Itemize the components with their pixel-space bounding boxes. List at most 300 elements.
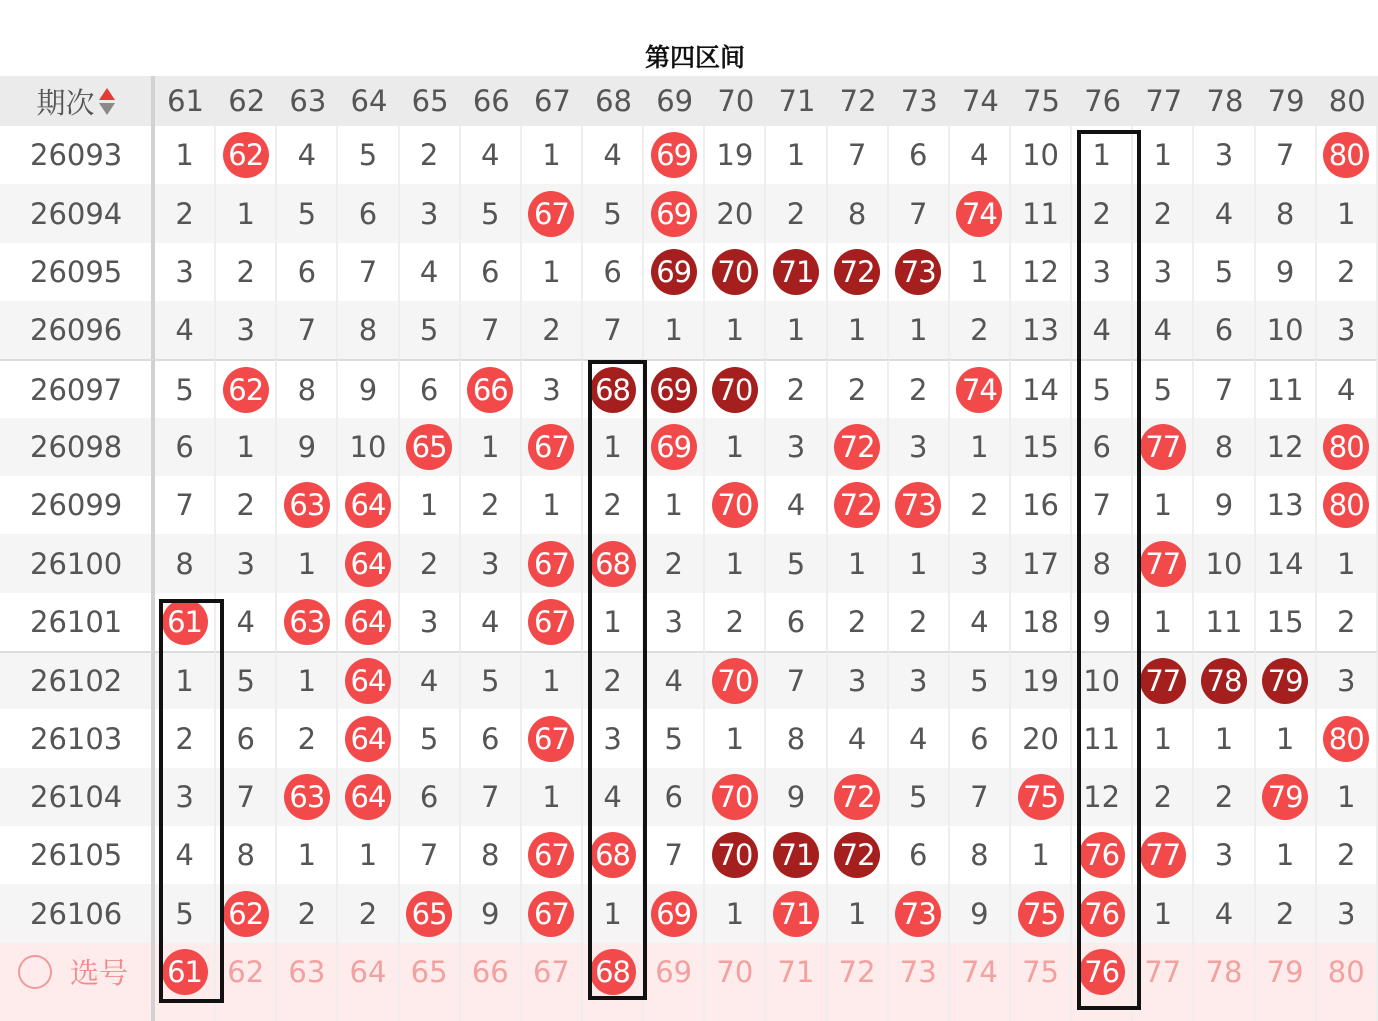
drawn-number-ball: 78 xyxy=(1201,658,1247,704)
column-header-number: 72 xyxy=(828,76,889,126)
table-cell xyxy=(338,709,399,767)
drawn-number-ball: 61 xyxy=(162,599,208,645)
table-cell xyxy=(705,826,766,884)
drawn-number-ball: 77 xyxy=(1140,658,1186,704)
table-cell: 4 xyxy=(644,651,705,709)
drawn-number-ball: 75 xyxy=(1018,891,1064,937)
table-cell: 5 xyxy=(461,184,522,242)
table-cell: 9 xyxy=(766,768,827,826)
pick-number-cell[interactable]: 65 xyxy=(400,943,461,1001)
table-cell xyxy=(950,359,1011,417)
table-cell: 3 xyxy=(1194,126,1255,184)
pick-number-cell[interactable]: 73 xyxy=(889,943,950,1001)
table-cell: 6 xyxy=(461,243,522,301)
drawn-number-ball: 70 xyxy=(712,832,758,878)
sort-up-arrow-icon xyxy=(99,88,115,100)
table-cell: 3 xyxy=(522,359,583,417)
table-cell xyxy=(338,476,399,534)
table-cell: 6 xyxy=(644,768,705,826)
table-cell xyxy=(216,126,277,184)
drawn-number-ball: 72 xyxy=(834,249,880,295)
drawn-number-ball: 72 xyxy=(834,424,880,470)
drawn-number-ball: 76 xyxy=(1079,832,1125,878)
table-cell: 8 xyxy=(1072,534,1133,592)
column-header-number: 70 xyxy=(705,76,766,126)
pick-number-cell[interactable]: 71 xyxy=(766,943,827,1001)
table-cell xyxy=(1133,651,1194,709)
pick-number-cell[interactable]: 72 xyxy=(828,943,889,1001)
next-row-cell xyxy=(828,1001,889,1021)
table-cell: 1 xyxy=(828,884,889,942)
table-cell: 2 xyxy=(155,184,216,242)
table-cell: 6 xyxy=(889,126,950,184)
table-cell: 10 xyxy=(1256,301,1317,359)
table-cell: 1 xyxy=(1133,126,1194,184)
table-cell: 4 xyxy=(400,651,461,709)
next-row-cell xyxy=(644,1001,705,1021)
drawn-number-ball: 72 xyxy=(834,774,880,820)
table-cell: 8 xyxy=(950,826,1011,884)
column-header-issue[interactable] xyxy=(0,76,155,126)
table-cell: 1 xyxy=(705,534,766,592)
table-cell: 1 xyxy=(1317,768,1378,826)
table-cell: 3 xyxy=(155,768,216,826)
table-cell: 3 xyxy=(1072,243,1133,301)
table-cell xyxy=(1317,476,1378,534)
table-cell: 5 xyxy=(461,651,522,709)
table-cell xyxy=(1072,826,1133,884)
table-cell: 1 xyxy=(766,126,827,184)
table-cell: 1 xyxy=(522,126,583,184)
drawn-number-ball: 80 xyxy=(1323,716,1369,762)
table-cell: 8 xyxy=(1256,184,1317,242)
table-cell xyxy=(828,418,889,476)
drawn-number-ball: 65 xyxy=(406,891,452,937)
next-row-cell xyxy=(1011,1001,1072,1021)
table-cell xyxy=(889,884,950,942)
issue-number: 26100 xyxy=(0,534,155,592)
drawn-number-ball: 66 xyxy=(467,367,513,413)
table-cell xyxy=(1133,826,1194,884)
table-cell xyxy=(705,243,766,301)
drawn-number-ball: 70 xyxy=(712,367,758,413)
pick-number-cell[interactable]: 80 xyxy=(1317,943,1378,1001)
table-cell: 1 xyxy=(889,301,950,359)
table-cell: 3 xyxy=(1133,243,1194,301)
drawn-number-ball: 62 xyxy=(223,367,269,413)
column-header-number: 69 xyxy=(644,76,705,126)
table-cell: 1 xyxy=(522,651,583,709)
table-cell: 2 xyxy=(1317,593,1378,651)
table-cell xyxy=(522,184,583,242)
column-header-label: 期次 xyxy=(36,85,95,120)
table-cell: 2 xyxy=(522,301,583,359)
drawn-number-ball: 69 xyxy=(651,191,697,237)
column-header-number: 65 xyxy=(400,76,461,126)
drawn-number-ball: 72 xyxy=(834,832,880,878)
next-row-cell xyxy=(950,1001,1011,1021)
pick-label-text: 选号 xyxy=(70,956,129,991)
table-cell: 1 xyxy=(644,476,705,534)
table-cell: 1 xyxy=(583,418,644,476)
table-cell xyxy=(522,709,583,767)
table-cell: 9 xyxy=(1072,593,1133,651)
pick-number-cell[interactable]: 64 xyxy=(338,943,399,1001)
table-cell: 6 xyxy=(889,826,950,884)
table-cell: 3 xyxy=(1317,884,1378,942)
drawn-number-ball: 67 xyxy=(528,716,574,762)
table-cell: 1 xyxy=(1317,184,1378,242)
table-cell: 7 xyxy=(155,476,216,534)
drawn-number-ball: 70 xyxy=(712,774,758,820)
table-cell: 7 xyxy=(950,768,1011,826)
pick-row-label[interactable] xyxy=(0,943,155,1001)
table-cell: 2 xyxy=(644,534,705,592)
table-cell: 4 xyxy=(828,709,889,767)
table-cell: 6 xyxy=(155,418,216,476)
drawn-number-ball: 70 xyxy=(712,482,758,528)
pick-number-cell[interactable] xyxy=(583,943,644,1001)
pick-number-cell[interactable]: 69 xyxy=(644,943,705,1001)
table-cell xyxy=(644,359,705,417)
table-cell: 2 xyxy=(889,359,950,417)
table-cell: 1 xyxy=(950,418,1011,476)
table-cell: 9 xyxy=(338,359,399,417)
table-cell xyxy=(155,593,216,651)
table-cell xyxy=(828,243,889,301)
table-cell: 5 xyxy=(766,534,827,592)
table-cell: 8 xyxy=(828,184,889,242)
sort-up-down-icon[interactable] xyxy=(99,88,115,115)
drawn-number-ball: 80 xyxy=(1323,482,1369,528)
issue-number: 26099 xyxy=(0,476,155,534)
next-row-cell xyxy=(889,1001,950,1021)
table-cell: 4 xyxy=(950,126,1011,184)
drawn-number-ball: 75 xyxy=(1018,774,1064,820)
table-cell xyxy=(705,359,766,417)
drawn-number-ball: 63 xyxy=(284,599,330,645)
table-cell: 6 xyxy=(1194,301,1255,359)
table-cell: 5 xyxy=(583,184,644,242)
table-cell: 3 xyxy=(1317,651,1378,709)
table-cell: 1 xyxy=(766,301,827,359)
table-cell: 8 xyxy=(277,359,338,417)
table-cell: 5 xyxy=(155,359,216,417)
radio-circle-icon[interactable] xyxy=(18,955,52,989)
table-cell xyxy=(1317,126,1378,184)
issue-number: 26097 xyxy=(0,359,155,417)
table-cell: 12 xyxy=(1011,243,1072,301)
table-cell xyxy=(705,651,766,709)
pick-number-cell[interactable]: 79 xyxy=(1256,943,1317,1001)
table-cell: 5 xyxy=(1133,359,1194,417)
table-cell: 2 xyxy=(216,476,277,534)
table-cell: 10 xyxy=(1072,651,1133,709)
table-cell: 1 xyxy=(705,301,766,359)
table-cell: 6 xyxy=(766,593,827,651)
table-cell: 1 xyxy=(705,418,766,476)
table-cell xyxy=(522,534,583,592)
table-cell: 2 xyxy=(277,709,338,767)
table-cell xyxy=(1133,418,1194,476)
drawn-number-ball: 80 xyxy=(1323,132,1369,178)
column-header-number: 68 xyxy=(583,76,644,126)
selected-number-ball[interactable]: 76 xyxy=(1079,949,1125,995)
table-cell: 5 xyxy=(1072,359,1133,417)
pick-number-cell[interactable]: 70 xyxy=(705,943,766,1001)
table-cell: 2 xyxy=(1256,884,1317,942)
next-row-cell xyxy=(277,1001,338,1021)
table-cell: 7 xyxy=(644,826,705,884)
table-cell: 2 xyxy=(1072,184,1133,242)
drawn-number-ball: 77 xyxy=(1140,832,1186,878)
table-cell xyxy=(338,651,399,709)
table-cell: 3 xyxy=(155,243,216,301)
table-cell: 4 xyxy=(583,768,644,826)
drawn-number-ball: 69 xyxy=(651,132,697,178)
table-cell xyxy=(1011,768,1072,826)
table-cell xyxy=(522,826,583,884)
table-cell: 20 xyxy=(705,184,766,242)
next-row-cell xyxy=(1194,1001,1255,1021)
table-cell: 2 xyxy=(583,651,644,709)
issue-number: 26093 xyxy=(0,126,155,184)
table-cell: 7 xyxy=(461,768,522,826)
column-header-number: 63 xyxy=(277,76,338,126)
table-cell: 2 xyxy=(766,184,827,242)
table-cell: 1 xyxy=(216,418,277,476)
drawn-number-ball: 67 xyxy=(528,832,574,878)
column-header-number: 74 xyxy=(950,76,1011,126)
drawn-number-ball: 67 xyxy=(528,891,574,937)
drawn-number-ball: 65 xyxy=(406,424,452,470)
table-cell: 2 xyxy=(1317,243,1378,301)
table-cell: 7 xyxy=(1194,359,1255,417)
drawn-number-ball: 68 xyxy=(590,367,636,413)
table-cell xyxy=(583,826,644,884)
table-cell xyxy=(766,826,827,884)
column-header-number: 61 xyxy=(155,76,216,126)
drawn-number-ball: 63 xyxy=(284,774,330,820)
next-row-cell xyxy=(522,1001,583,1021)
table-cell: 18 xyxy=(1011,593,1072,651)
table-cell: 5 xyxy=(277,184,338,242)
table-cell: 11 xyxy=(1256,359,1317,417)
table-cell: 3 xyxy=(216,301,277,359)
drawn-number-ball: 73 xyxy=(895,891,941,937)
table-cell: 3 xyxy=(1194,826,1255,884)
table-cell xyxy=(644,884,705,942)
drawn-number-ball: 64 xyxy=(345,541,391,587)
drawn-number-ball: 70 xyxy=(712,658,758,704)
table-cell: 19 xyxy=(1011,651,1072,709)
table-cell: 6 xyxy=(400,768,461,826)
table-cell: 11 xyxy=(1194,593,1255,651)
next-row-cell xyxy=(1256,1001,1317,1021)
table-cell xyxy=(1194,651,1255,709)
trend-table xyxy=(0,76,1378,1019)
table-cell xyxy=(705,476,766,534)
pick-number-cell[interactable]: 62 xyxy=(216,943,277,1001)
table-cell: 1 xyxy=(522,476,583,534)
table-cell xyxy=(522,418,583,476)
table-cell: 1 xyxy=(950,243,1011,301)
table-cell: 3 xyxy=(950,534,1011,592)
table-cell xyxy=(1256,651,1317,709)
table-cell: 5 xyxy=(155,884,216,942)
drawn-number-ball: 64 xyxy=(345,658,391,704)
table-cell: 11 xyxy=(1072,709,1133,767)
table-cell: 2 xyxy=(1194,768,1255,826)
table-cell: 6 xyxy=(1072,418,1133,476)
section-title: 第四区间 xyxy=(644,43,745,72)
drawn-number-ball: 80 xyxy=(1323,424,1369,470)
table-cell xyxy=(338,534,399,592)
pick-number-cell[interactable]: 78 xyxy=(1194,943,1255,1001)
table-cell: 6 xyxy=(950,709,1011,767)
column-header-number: 78 xyxy=(1194,76,1255,126)
table-cell: 5 xyxy=(216,651,277,709)
table-cell: 2 xyxy=(583,476,644,534)
table-cell: 9 xyxy=(950,884,1011,942)
drawn-number-ball: 68 xyxy=(590,541,636,587)
column-header-number: 67 xyxy=(522,76,583,126)
table-cell: 5 xyxy=(400,301,461,359)
table-cell: 10 xyxy=(1194,534,1255,592)
drawn-number-ball: 77 xyxy=(1140,541,1186,587)
table-cell: 3 xyxy=(644,593,705,651)
table-cell: 3 xyxy=(766,418,827,476)
table-cell xyxy=(461,359,522,417)
next-row-cell xyxy=(583,1001,644,1021)
table-cell: 8 xyxy=(155,534,216,592)
table-cell: 1 xyxy=(522,768,583,826)
drawn-number-ball: 71 xyxy=(773,249,819,295)
column-header-number: 62 xyxy=(216,76,277,126)
issue-number: 26095 xyxy=(0,243,155,301)
next-row-partial xyxy=(0,1001,155,1021)
table-cell: 2 xyxy=(277,884,338,942)
column-header-number: 79 xyxy=(1256,76,1317,126)
table-cell: 10 xyxy=(338,418,399,476)
table-cell: 5 xyxy=(950,651,1011,709)
table-cell: 1 xyxy=(277,826,338,884)
table-cell xyxy=(644,418,705,476)
column-header-number: 71 xyxy=(766,76,827,126)
table-cell: 2 xyxy=(461,476,522,534)
table-cell xyxy=(828,768,889,826)
pick-number-cell[interactable]: 74 xyxy=(950,943,1011,1001)
pick-number-cell[interactable]: 63 xyxy=(277,943,338,1001)
table-cell: 1 xyxy=(461,418,522,476)
table-cell: 4 xyxy=(1317,359,1378,417)
table-cell: 3 xyxy=(889,651,950,709)
table-cell xyxy=(583,534,644,592)
drawn-number-ball: 74 xyxy=(956,367,1002,413)
table-cell: 1 xyxy=(1133,884,1194,942)
selected-number-ball[interactable]: 61 xyxy=(162,949,208,995)
table-cell: 4 xyxy=(583,126,644,184)
pick-number-cell[interactable]: 66 xyxy=(461,943,522,1001)
table-cell: 1 xyxy=(889,534,950,592)
table-cell: 1 xyxy=(1133,476,1194,534)
next-row-cell xyxy=(1072,1001,1133,1021)
pick-number-cell[interactable]: 77 xyxy=(1133,943,1194,1001)
table-cell xyxy=(583,359,644,417)
table-cell: 1 xyxy=(1133,709,1194,767)
table-cell: 4 xyxy=(1194,884,1255,942)
table-cell: 1 xyxy=(155,651,216,709)
table-cell xyxy=(705,768,766,826)
table-cell: 4 xyxy=(1072,301,1133,359)
pick-number-cell[interactable] xyxy=(155,943,216,1001)
drawn-number-ball: 72 xyxy=(834,482,880,528)
table-cell: 6 xyxy=(461,709,522,767)
drawn-number-ball: 69 xyxy=(651,367,697,413)
drawn-number-ball: 74 xyxy=(956,191,1002,237)
table-cell: 8 xyxy=(461,826,522,884)
column-header-number: 64 xyxy=(338,76,399,126)
table-cell xyxy=(1072,884,1133,942)
next-row-cell xyxy=(766,1001,827,1021)
selected-number-ball[interactable]: 68 xyxy=(590,949,636,995)
table-cell: 2 xyxy=(1317,826,1378,884)
issue-number: 26102 xyxy=(0,651,155,709)
table-cell: 9 xyxy=(1194,476,1255,534)
table-cell: 13 xyxy=(1256,476,1317,534)
drawn-number-ball: 67 xyxy=(528,424,574,470)
column-header-number: 77 xyxy=(1133,76,1194,126)
table-cell: 1 xyxy=(828,534,889,592)
table-cell: 1 xyxy=(522,243,583,301)
next-row-cell xyxy=(1133,1001,1194,1021)
drawn-number-ball: 62 xyxy=(223,891,269,937)
table-cell xyxy=(400,884,461,942)
drawn-number-ball: 76 xyxy=(1079,891,1125,937)
table-cell: 4 xyxy=(889,709,950,767)
table-cell: 4 xyxy=(277,126,338,184)
table-cell xyxy=(889,243,950,301)
table-cell xyxy=(522,593,583,651)
pick-number-cell[interactable]: 67 xyxy=(522,943,583,1001)
table-cell: 2 xyxy=(400,126,461,184)
drawn-number-ball: 73 xyxy=(895,482,941,528)
table-cell: 2 xyxy=(338,884,399,942)
drawn-number-ball: 79 xyxy=(1262,658,1308,704)
pick-number-cell[interactable]: 75 xyxy=(1011,943,1072,1001)
next-row-cell xyxy=(461,1001,522,1021)
next-row-cell xyxy=(155,1001,216,1021)
drawn-number-ball: 64 xyxy=(345,774,391,820)
table-cell: 1 xyxy=(400,476,461,534)
table-cell: 8 xyxy=(766,709,827,767)
drawn-number-ball: 71 xyxy=(773,891,819,937)
table-cell xyxy=(277,476,338,534)
table-cell xyxy=(950,184,1011,242)
table-cell: 2 xyxy=(155,709,216,767)
sort-down-arrow-icon xyxy=(99,103,115,115)
pick-number-cell[interactable] xyxy=(1072,943,1133,1001)
issue-number: 26103 xyxy=(0,709,155,767)
drawn-number-ball: 64 xyxy=(345,482,391,528)
drawn-number-ball: 69 xyxy=(651,891,697,937)
table-cell: 1 xyxy=(1317,534,1378,592)
table-cell: 3 xyxy=(461,534,522,592)
table-cell: 2 xyxy=(828,593,889,651)
issue-number: 26104 xyxy=(0,768,155,826)
table-cell: 1 xyxy=(338,826,399,884)
drawn-number-ball: 63 xyxy=(284,482,330,528)
